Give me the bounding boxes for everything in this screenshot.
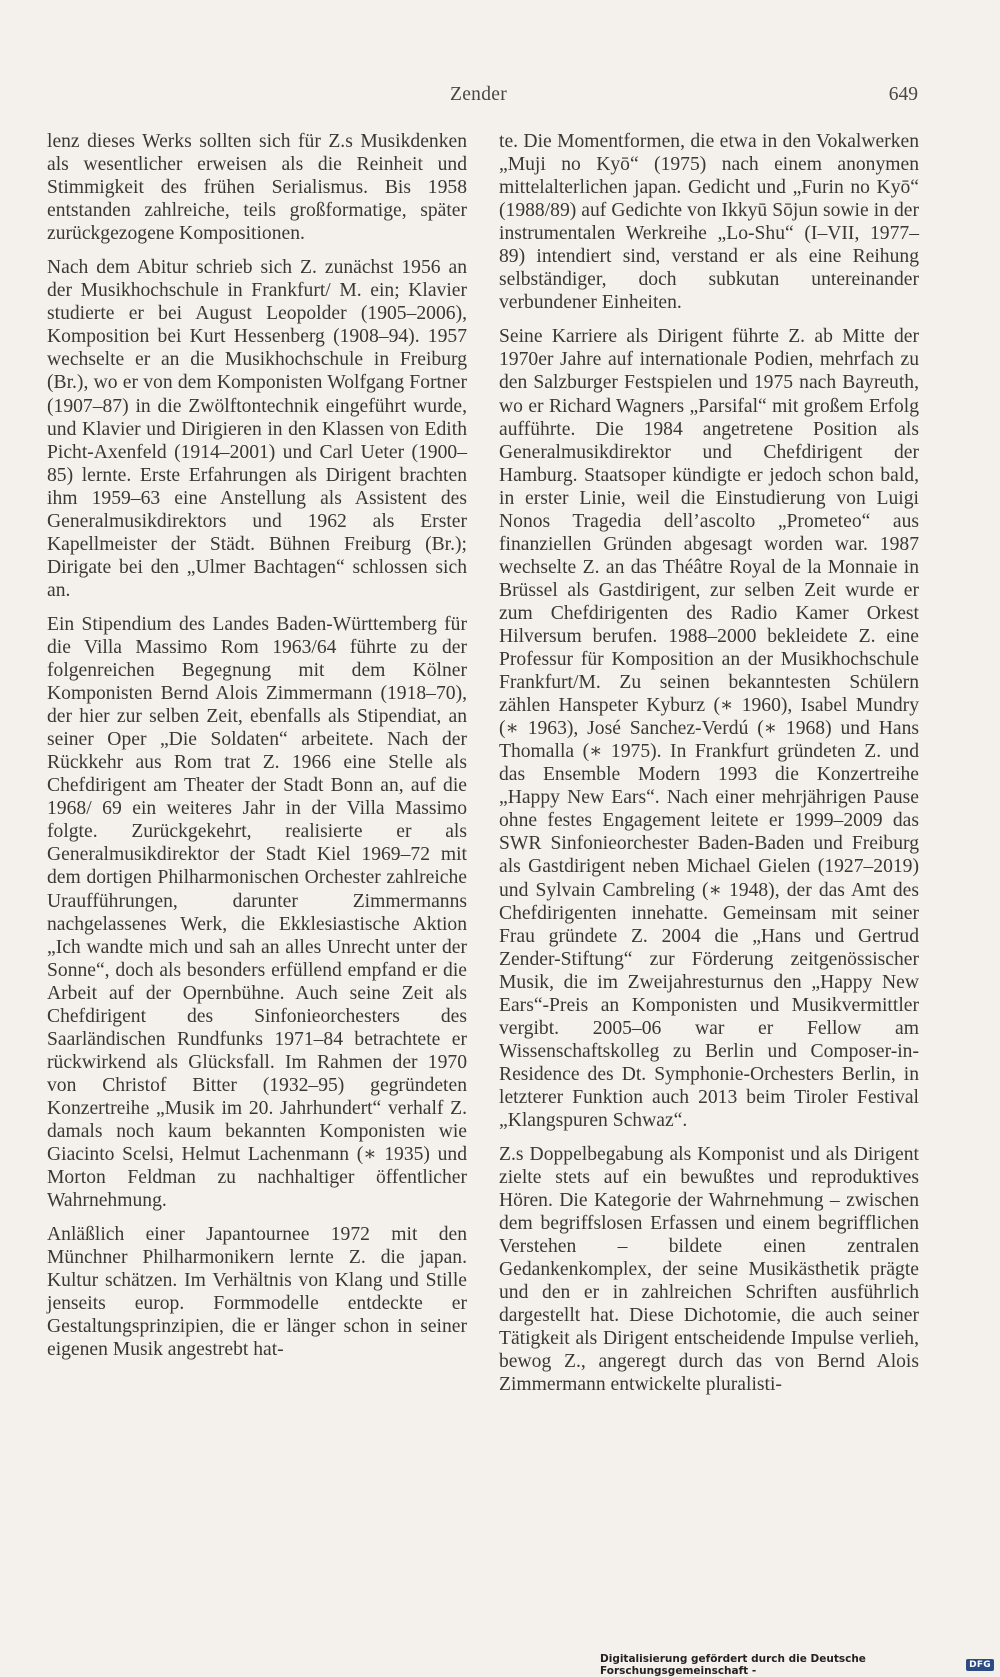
paragraph: Anläßlich einer Japantournee 1972 mit den Münchner Philharmonikern lernte Z. die japan. Kultur schätzen. Im Verhältnis von Klang und Stille jenseits europ. Formmodelle entdeckte er Gestaltungsprinzipien, die er länger schon in seiner eigenen Musik angestrebt hat- bbox=[47, 1224, 467, 1361]
paragraph: Nach dem Abitur schrieb sich Z. zunächst 1956 an der Musikhochschule in Frankfurt/ M. ein; Klavier studierte er bei August Leopolder (1905–2006), Komposition bei Kurt Hessenberg (1908–94). 1957 wechselte er an die Musikhochschule in Freiburg (Br.), wo er von dem Komponisten Wolfgang Fortner (1907–87) in die Zwölftontechnik eingeführt wurde, und Klavier und Dirigieren in den Klassen von Edith Picht-Axenfeld (1914–2001) und Carl Ueter (1900–85) lernte. Erste Erfahrungen als Dirigent brachten ihm 1959–63 eine Anstellung als Assistent des Generalmusikdirektors und 1962 als Erster Kapellmeister der Städt. Bühnen Freiburg (Br.); Dirigate bei den „Ulmer Bachtagen“ schlossen sich an. bbox=[47, 257, 467, 601]
footer-text: Digitalisierung gefördert durch die Deutsche Forschungsgemeinschaft - bbox=[600, 1653, 866, 1677]
right-column bbox=[499, 130, 919, 1408]
paragraph: Ein Stipendium des Landes Baden-Württemberg für die Villa Massimo Rom 1963/64 führte zu der folgenreichen Begegnung mit dem Kölner Komponisten Bernd Alois Zimmermann (1918–70), der hier zur selben Zeit, ebenfalls als Stipendiat, an seiner Oper „Die Soldaten“ arbeitete. Nach der Rückkehr aus Rom trat Z. 1966 eine Stelle als Chefdirigent am Theater der Stadt Bonn an, auf die 1968/ 69 ein weiteres Jahr in der Villa Massimo folgte. Zurückgekehrt, realisierte er als Generalmusikdirektor der Stadt Kiel 1969–72 mit dem dortigen Philharmonischen Orchester zahlreiche Uraufführungen, darunter Zimmermanns nachgelassenes Werk, die Ekklesiastische Aktion „Ich wandte mich und sah an alles Unrecht unter der Sonne“, doch als besonders erfüllend empfand er die Arbeit auf der Opernbühne. Auch seine Zeit als Chefdirigent des Sinfonieorchesters des Saarländischen Rundfunks 1971–84 betrachtete er rückwirkend als Glücksfall. Im Rahmen der 1970 von Christof Bitter (1932–95) gegründeten Konzertreihe „Musik im 20. Jahrhundert“ verhalf Z. damals noch kaum bekannten Komponisten wie Giacinto Scelsi, Helmut Lachenmann (∗ 1935) und Morton Feldman zu nachhaltiger öffentlicher Wahrnehmung. bbox=[47, 613, 467, 1212]
left-column bbox=[47, 130, 467, 1372]
page-number: 649 bbox=[888, 84, 918, 105]
running-header bbox=[48, 84, 918, 114]
running-head-title: Zender bbox=[450, 84, 508, 105]
dfg-logo: DFG bbox=[966, 1659, 994, 1671]
digitization-footer bbox=[600, 1655, 1000, 1675]
paragraph: Z.s Doppelbegabung als Komponist und als Dirigent zielte stets auf ein bewußtes und reproduktives Hören. Die Kategorie der Wahrnehmung – zwischen dem begriffslosen Erfassen und einem begrifflichen Verstehen – bildete einen zentralen Gedankenkomplex, der seine Musikästhetik prägte und den er in zahlreichen Schriften ausführlich dargestellt hat. Diese Dichotomie, die auch seiner Tätigkeit als Dirigent entscheidende Impulse verlieh, bewog Z., angeregt durch das von Bernd Alois Zimmermann entwickelte pluralisti- bbox=[499, 1144, 919, 1396]
paragraph: lenz dieses Werks sollten sich für Z.s Musikdenken als wesentlicher erweisen als die Reinheit und Stimmigkeit des frühen Serialismus. Bis 1958 entstanden zahlreiche, teils großformatige, später zurückgezogene Kompositionen. bbox=[47, 131, 467, 245]
paragraph: te. Die Momentformen, die etwa in den Vokalwerken „Muji no Kyō“ (1975) nach einem anonymen mittelalterlichen japan. Gedicht und „Furin no Kyō“ (1988/89) auf Gedichte von Ikkyū Sōjun sowie in der instrumentalen Werkreihe „Lo-Shu“ (I–VII, 1977–89) intendiert sind, verstand er als eine Reihung selbständiger, doch subkutan untereinander verbundener Einheiten. bbox=[499, 131, 919, 314]
paragraph: Seine Karriere als Dirigent führte Z. ab Mitte der 1970er Jahre auf internationale Podien, mehrfach zu den Salzburger Festspielen und 1975 nach Bayreuth, wo er Richard Wagners „Parsifal“ mit großem Erfolg aufführte. Die 1984 angetretene Position als Generalmusikdirektor und Chefdirigent der Hamburg. Staatsoper kündigte er jedoch schon bald, in erster Linie, weil die Einstudierung von Luigi Nonos Tragedia dell’ascolto „Prometeo“ aus finanziellen Gründen abgesagt worden war. 1987 wechselte Z. an das Théâtre Royal de la Monnaie in Brüssel als Gastdirigent, zur selben Zeit wurde er zum Chefdirigenten des Radio Kamer Orkest Hilversum berufen. 1988–2000 bekleidete Z. eine Professur für Komposition an der Musikhochschule Frankfurt/M. Zu seinen bekanntesten Schülern zählen Hanspeter Kyburz (∗ 1960), Isabel Mundry (∗ 1963), José Sanchez-Verdú (∗ 1968) und Hans Thomalla (∗ 1975). In Frankfurt gründeten Z. und das Ensemble Modern 1993 die Konzertreihe „Happy New Ears“. Nach einer mehrjährigen Pause ohne festes Engagement leitete er 1999–2009 das SWR Sinfonieorchester Baden-Baden und Freiburg als Gastdirigent neben Michael Gielen (1927–2019) und Sylvain Cambreling (∗ 1948), der das Amt des Chefdirigenten innehatte. Gemeinsam mit seiner Frau gründete Z. 2004 die „Hans und Gertrud Zender-Stiftung“ zur Förderung zeitgenössischer Musik, die im Zweijahresturnus den „Happy New Ears“-Preis an Komponisten und Musikvermittler vergibt. 2005–06 war er Fellow am Wissenschaftskolleg zu Berlin und Composer-in-Residence des Dt. Symphonie-Orchesters Berlin, in letzterer Funktion auch 2013 beim Tiroler Festival „Klangspuren Schwaz“. bbox=[499, 326, 919, 1131]
